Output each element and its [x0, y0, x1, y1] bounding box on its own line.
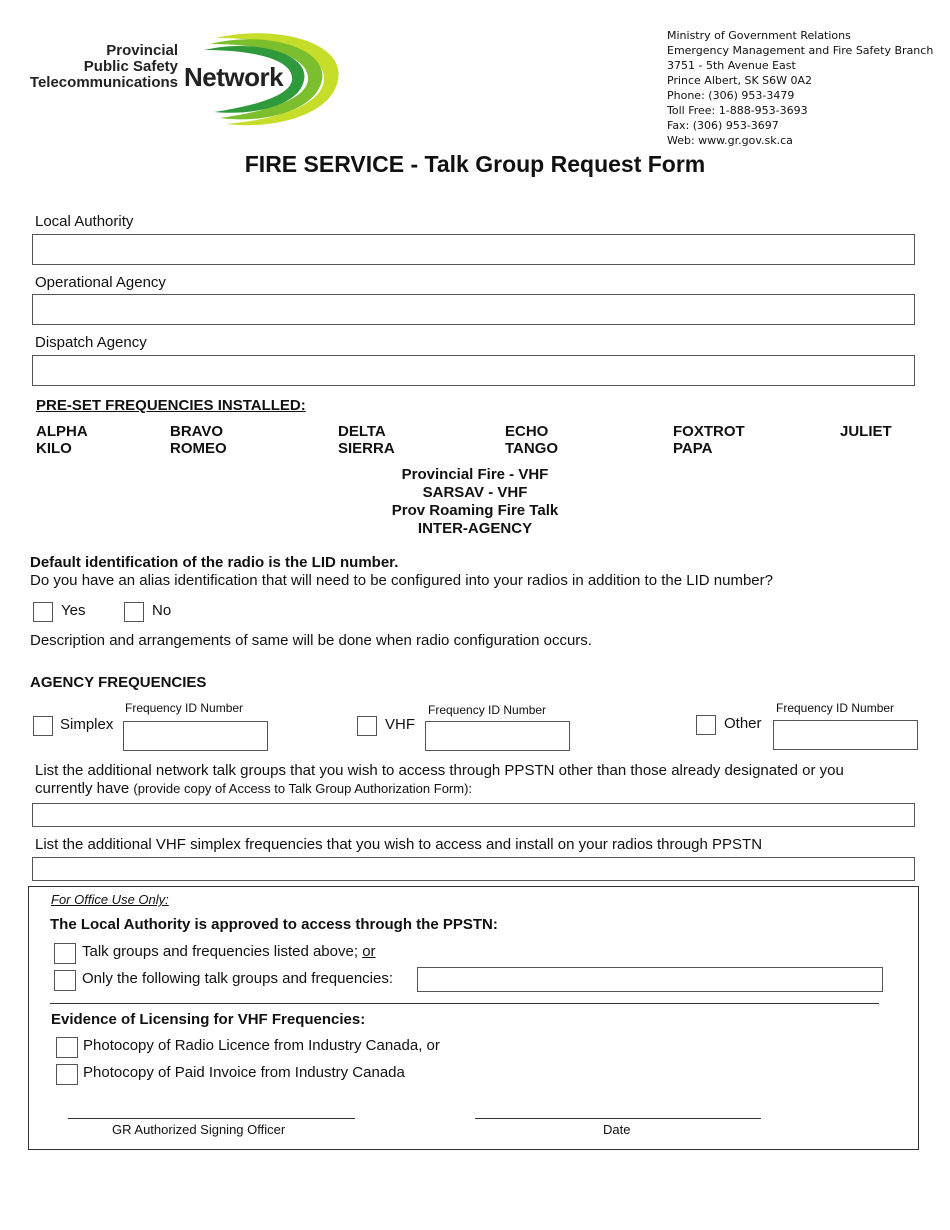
other-freq-id-label: Frequency ID Number [776, 701, 895, 715]
address-city: Prince Albert, SK S6W 0A2 [667, 74, 813, 87]
preset-freq: DELTA [338, 423, 386, 440]
preset-freq: ROMEO [170, 440, 227, 457]
address-branch: Emergency Management and Fire Safety Branch [667, 44, 934, 57]
lid-heading: Default identification of the radio is the LID number. [30, 554, 399, 571]
vhf-simplex-input[interactable] [32, 857, 915, 881]
only-following-checkbox[interactable] [54, 970, 76, 991]
preset-freq: TANGO [505, 440, 559, 457]
office-heading-text: For Office Use Only: [51, 892, 169, 907]
radio-licence-checkbox[interactable] [56, 1037, 78, 1058]
page-title: FIRE SERVICE - Talk Group Request Form [244, 151, 706, 177]
simplex-freq-id-input[interactable] [123, 721, 268, 751]
vhf-freq-id-label: Frequency ID Number [428, 703, 547, 717]
simplex-label: Simplex [60, 716, 114, 733]
logo-word-network: Network [184, 62, 284, 92]
no-checkbox[interactable] [124, 602, 144, 622]
yes-label: Yes [61, 602, 86, 619]
vhf-freq-id-input[interactable] [425, 721, 570, 751]
date-line[interactable] [475, 1118, 761, 1119]
opt1-or: or [362, 943, 376, 960]
address-street: 3751 - 5th Avenue East [667, 59, 796, 72]
ministry-address-block [667, 28, 933, 148]
radio-licence-label: Photocopy of Radio Licence from Industry Canada, or [83, 1037, 440, 1054]
signer-signature-line[interactable] [68, 1118, 355, 1119]
other-freq-id-input[interactable] [773, 720, 918, 750]
simplex-checkbox[interactable] [33, 716, 53, 736]
opt1-text: Talk groups and frequencies listed above; [82, 943, 359, 960]
logo-line-telecommunications: Telecommunications [29, 74, 178, 91]
preset-freq: PAPA [673, 440, 713, 457]
address-web: Web: www.gr.gov.sk.ca [667, 134, 793, 147]
talk-groups-listed-label [82, 943, 376, 960]
signer-label: GR Authorized Signing Officer [112, 1122, 286, 1137]
vhf-label: VHF [385, 716, 415, 733]
office-divider [50, 1003, 879, 1004]
lid-note: Description and arrangements of same will be done when radio configuration occurs. [30, 632, 592, 649]
yes-checkbox[interactable] [33, 602, 53, 622]
preset-heading [36, 397, 306, 414]
preset-freq: FOXTROT [673, 423, 745, 440]
talk-groups-input[interactable] [32, 803, 915, 827]
preset-center-list [0, 466, 950, 538]
only-following-label: Only the following talk groups and frequencies: [82, 970, 394, 987]
preset-freq: ALPHA [36, 423, 88, 440]
paid-invoice-label: Photocopy of Paid Invoice from Industry Canada [83, 1064, 405, 1081]
operational-agency-label: Operational Agency [35, 274, 166, 291]
preset-freq: JULIET [840, 423, 892, 440]
paid-invoice-checkbox[interactable] [56, 1064, 78, 1085]
preset-center-item: Provincial Fire - VHF [401, 466, 549, 483]
preset-center-item: INTER-AGENCY [417, 520, 533, 537]
dispatch-agency-label: Dispatch Agency [35, 334, 147, 351]
vhf-simplex-prompt: List the additional VHF simplex frequencies that you wish to access and install on your radios through PPSTN [35, 836, 763, 853]
local-authority-field[interactable] [32, 234, 915, 265]
dispatch-agency-field[interactable] [32, 355, 915, 386]
preset-center-item: SARSAV - VHF [422, 484, 528, 501]
talk-groups-prompt-line2 [35, 780, 472, 797]
preset-freq: ECHO [505, 423, 549, 440]
address-fax: Fax: (306) 953-3697 [667, 119, 779, 132]
talk-groups-listed-checkbox[interactable] [54, 943, 76, 964]
preset-center-item: Prov Roaming Fire Talk [391, 502, 559, 519]
ppstn-logo [29, 30, 346, 130]
office-heading [51, 892, 169, 907]
office-approved-heading: The Local Authority is approved to access through the PPSTN: [50, 916, 498, 933]
local-authority-label: Local Authority [35, 213, 134, 230]
address-phone: Phone: (306) 953-3479 [667, 89, 795, 102]
other-checkbox[interactable] [696, 715, 716, 735]
address-toll-free: Toll Free: 1-888-953-3693 [667, 104, 808, 117]
date-label: Date [603, 1122, 631, 1137]
agency-heading: AGENCY FREQUENCIES [30, 674, 207, 691]
operational-agency-field[interactable] [32, 294, 915, 325]
preset-freq: SIERRA [338, 440, 395, 457]
logo-line-provincial: Provincial [106, 42, 178, 59]
no-label: No [152, 602, 172, 619]
vhf-checkbox[interactable] [357, 716, 377, 736]
only-following-input[interactable] [417, 967, 883, 992]
talk-groups-prompt-note: (provide copy of Access to Talk Group Authorization Form): [133, 781, 473, 796]
lid-question: Do you have an alias identification that will need to be configured into your radios in addition to the LID number? [30, 572, 773, 589]
evidence-heading: Evidence of Licensing for VHF Frequencies: [51, 1011, 366, 1028]
other-label: Other [724, 715, 762, 732]
simplex-freq-id-label: Frequency ID Number [125, 701, 244, 715]
preset-freq: KILO [36, 440, 72, 457]
logo-line-public-safety: Public Safety [83, 58, 178, 75]
talk-groups-prompt-text: currently have [35, 780, 130, 797]
address-ministry: Ministry of Government Relations [667, 29, 851, 42]
talk-groups-prompt-line1: List the additional network talk groups that you wish to access through PPSTN other than those already designated or you [35, 762, 844, 779]
preset-freq: BRAVO [170, 423, 224, 440]
preset-heading-text: PRE-SET FREQUENCIES INSTALLED: [36, 397, 306, 414]
